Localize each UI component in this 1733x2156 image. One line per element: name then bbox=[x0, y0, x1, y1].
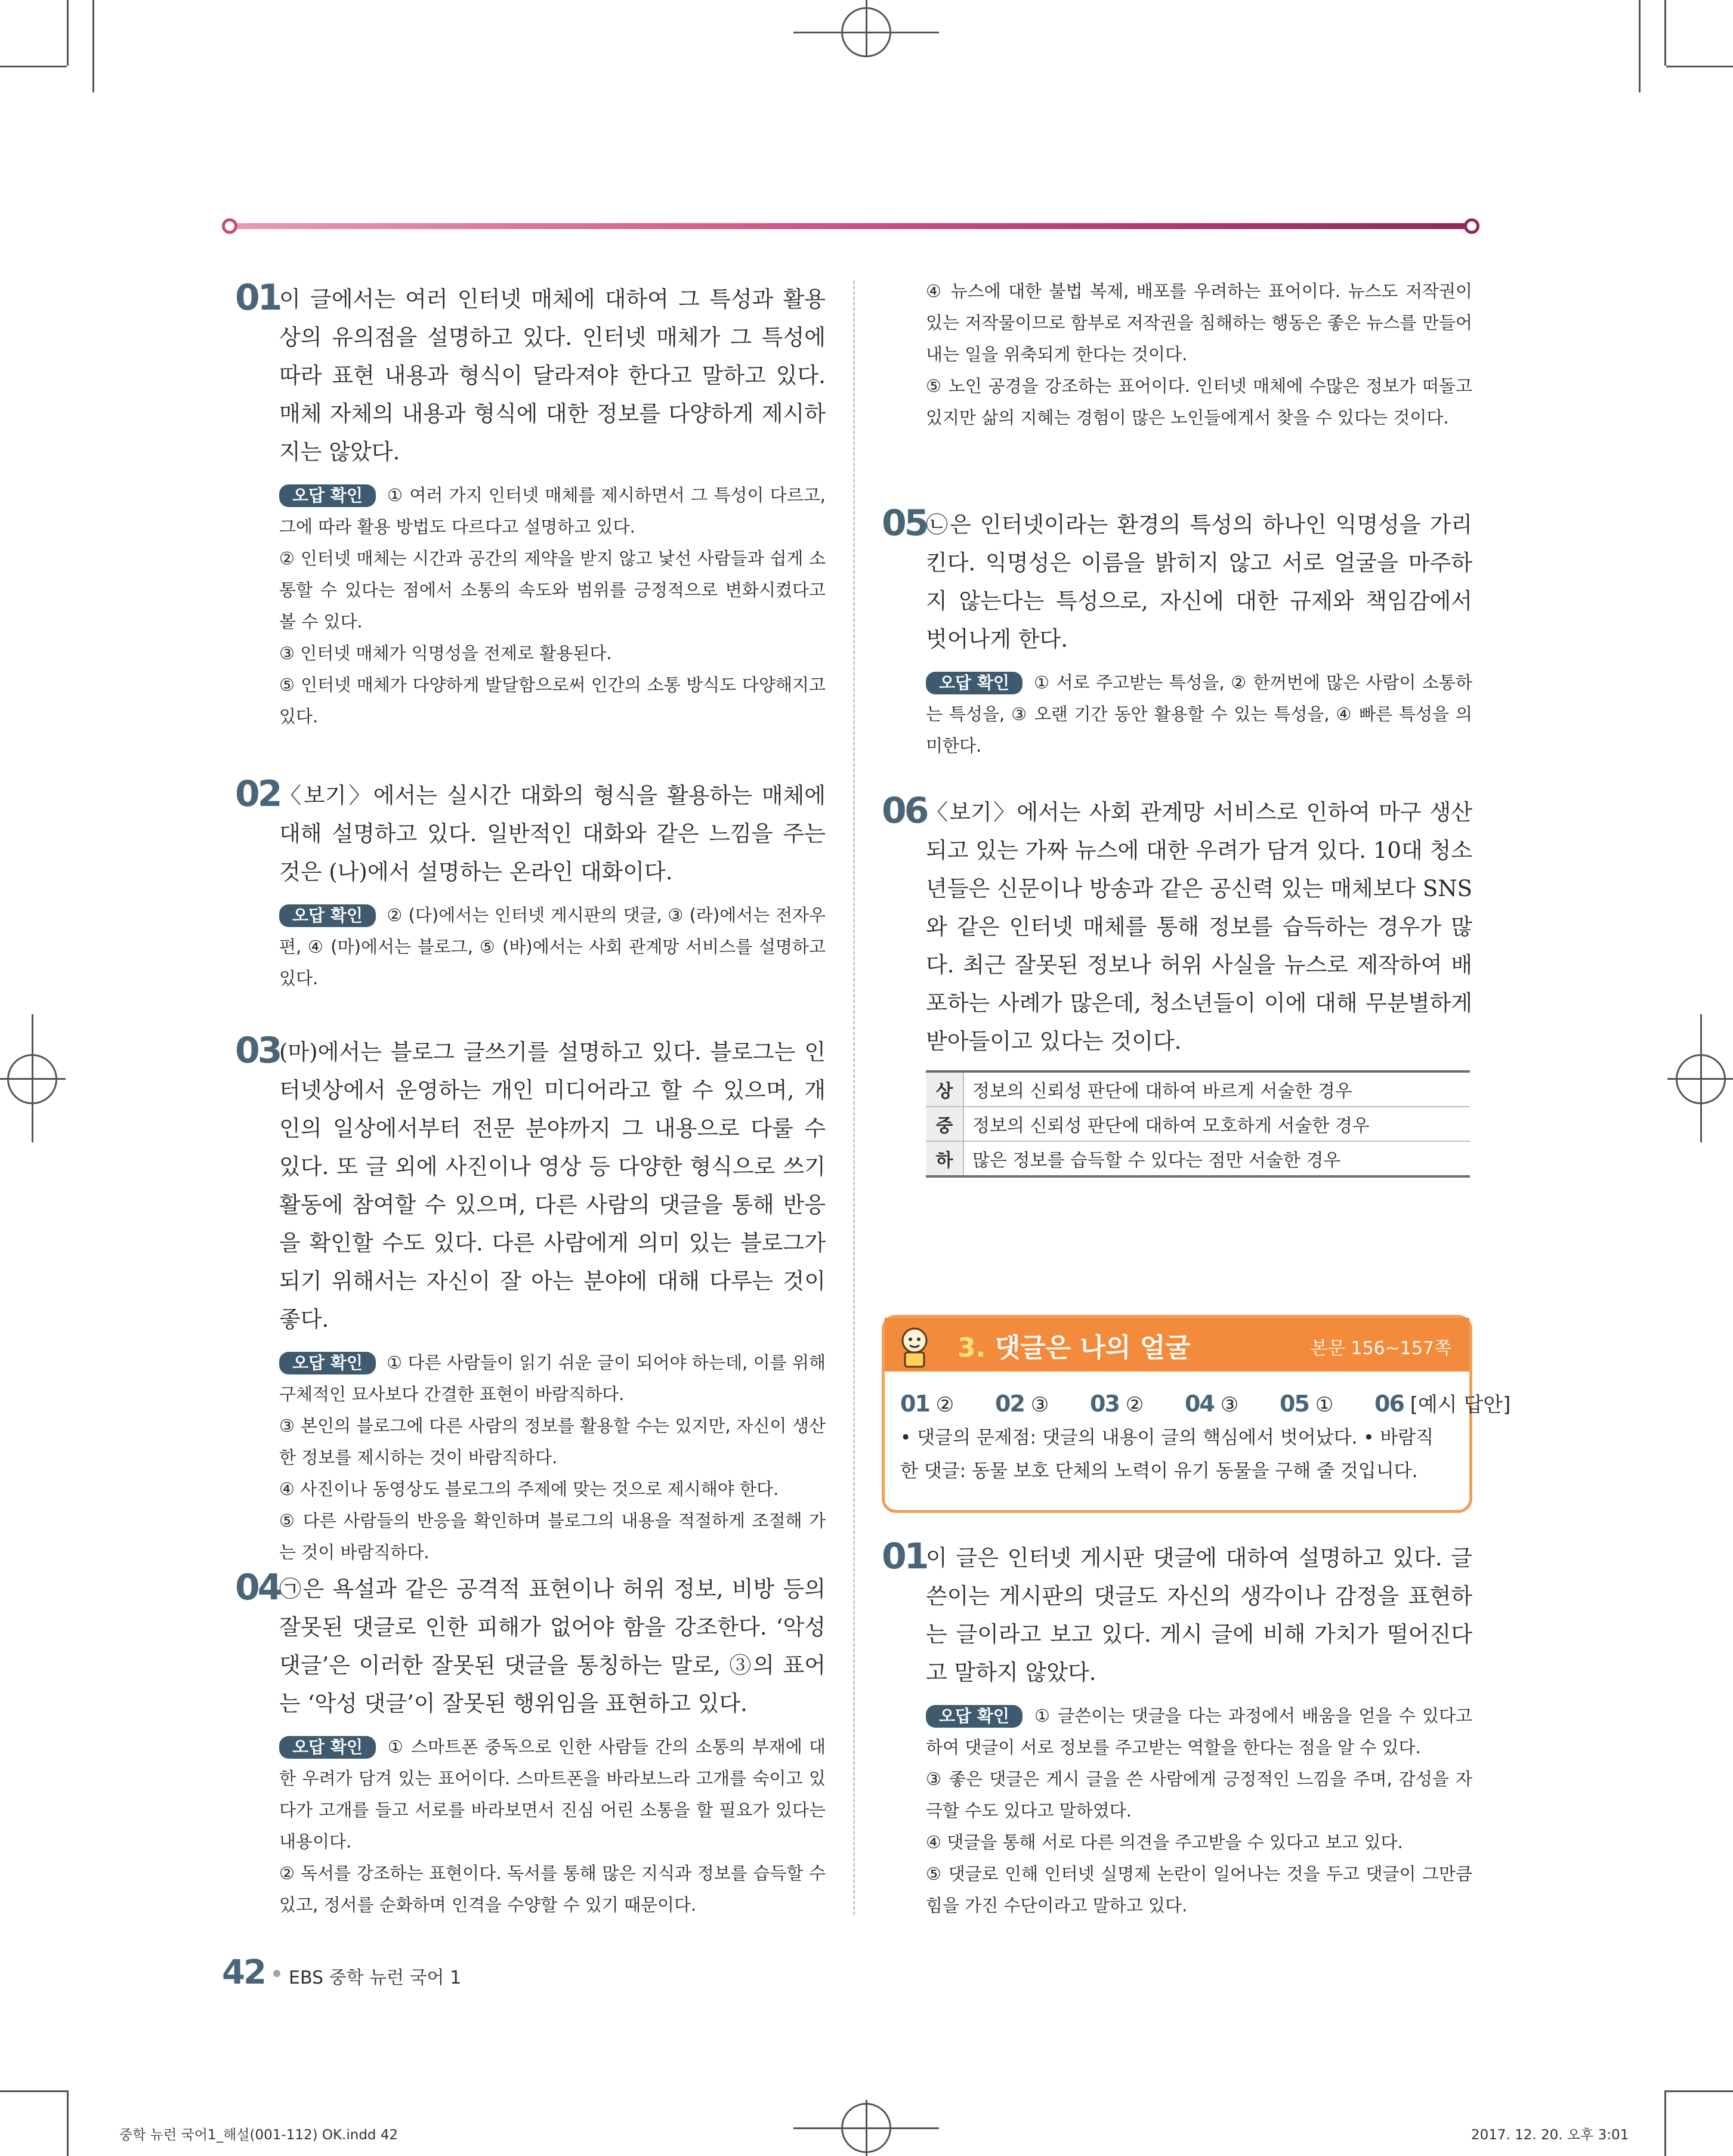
answer-key-row bbox=[900, 1388, 1511, 1417]
example-answer: • 댓글의 문제점: 댓글의 내용이 글의 핵심에서 벗어났다. • 바람직 한 댓글: 동물 보호 단체의 노력이 유기 동물을 구해 줄 것입니다. bbox=[900, 1427, 1434, 1482]
wrong-answer-tag: 오답 확인 bbox=[279, 1736, 376, 1759]
wrong-answer-tag: 오답 확인 bbox=[926, 1705, 1022, 1728]
wrong-answer-notes: 오답 확인 ① 서로 주고받는 특성을, ② 한꺼번에 많은 사람이 소통하는 특성을, ③ 오랜 기간 동안 활용할 수 있는 특성을, ④ 빠른 특성을 의미한다. bbox=[926, 672, 1472, 756]
page-number: 42 bbox=[222, 1953, 265, 1992]
answer-item: 04 ③ bbox=[1185, 1391, 1239, 1417]
question-explanation: 〈보기〉에서는 사회 관계망 서비스로 인하여 마구 생산되고 있는 가짜 뉴스에 대한 우려가 담겨 있다. 10대 청소년들은 신문이나 방송과 같은 공신력 있는 매체보다 SNS와 같은 인터넷 매체를 통해 정보를 습득하는 경우가 많다. 최근 잘못된 정보나 허위 사실을 뉴스로 제작하여 배포하는 사례가 많은데, 청소년들이 이에 대해 무분별하게 받아들이고 있다는 것이다. bbox=[926, 799, 1472, 1054]
question-04 bbox=[235, 1567, 826, 1921]
question-number: 06 bbox=[882, 790, 927, 832]
chapter-header bbox=[885, 1318, 1469, 1372]
table-row: 상 정보의 신뢰성 판단에 대하여 바르게 서술한 경우 bbox=[926, 1071, 1470, 1107]
chapter-answer-box bbox=[882, 1315, 1511, 1513]
question-number: 01 bbox=[235, 277, 280, 319]
wrong-answer-tag: 오답 확인 bbox=[279, 904, 376, 927]
question-03 bbox=[235, 1030, 826, 1568]
chapter-page-reference: 본문 156~157쪽 bbox=[1310, 1338, 1451, 1359]
question-explanation: 〈보기〉에서는 실시간 대화의 형식을 활용하는 매체에 대해 설명하고 있다. 일반적인 대화와 같은 느낌을 주는 것은 (나)에서 설명하는 온라인 대화이다. bbox=[279, 783, 826, 885]
wrong-answer-notes: 오답 확인 ① 다른 사람들이 읽기 쉬운 글이 되어야 하는데, 이를 위해 구체적인 묘사보다 간결한 표현이 바람직하다. ③ 본인의 블로그에 다른 사람의 정보를 활용할 수는 있지만, 자신이 생산한 정보를 제시하는 것이 바람직하다. ④ 사진이나 동영상도 블로그의 주제에 맞는 것으로 제시해야 한다. ⑤ 다른 사람들의 반응을 확인하며 블로그의 내용을 적절하게 조절해 가는 것이 바람직하다. bbox=[279, 1352, 826, 1562]
wrong-answer-notes: 오답 확인 ① 스마트폰 중독으로 인한 사람들 간의 소통의 부재에 대한 우려가 담겨 있는 표어이다. 스마트폰을 바라보느라 고개를 숙이고 있다가 고개를 들고 서로를 바라보면서 진심 어린 소통을 할 필요가 있다는 내용이다. ② 독서를 강조하는 표현이다. 독서를 통해 많은 지식과 정보를 습득할 수 있고, 정서를 순화하며 인격을 수양할 수 있기 때문이다. bbox=[279, 1737, 826, 1915]
chapter3-question-01 bbox=[882, 1536, 1472, 1922]
print-slug-date: 2017. 12. 20. 오후 3:01 bbox=[1471, 2127, 1629, 2143]
answer-item: 06 [예시 답안] bbox=[1374, 1391, 1511, 1417]
answer-item: 03 ② bbox=[1090, 1391, 1144, 1417]
right-column bbox=[882, 276, 1472, 1171]
column-divider bbox=[853, 280, 855, 1915]
question-06 bbox=[882, 790, 1472, 1178]
question-explanation: ㉠은 욕설과 같은 공격적 표현이나 허위 정보, 비방 등의 잘못된 댓글로 인한 피해가 없어야 함을 강조한다. ‘악성 댓글’은 이러한 잘못된 댓글을 통칭하는 말로, ③의 표어는 ‘악성 댓글’이 잘못된 행위임을 표현하고 있다. bbox=[279, 1576, 826, 1716]
book-title: EBS 중학 뉴런 국어 1 bbox=[289, 1967, 462, 1988]
print-slug-file: 중학 뉴런 국어1_해설(001-112) OK.indd 42 bbox=[119, 2127, 399, 2143]
answer-item: 02 ③ bbox=[995, 1391, 1049, 1417]
reading-character-icon bbox=[889, 1323, 940, 1373]
wrong-answer-tag: 오답 확인 bbox=[279, 484, 376, 507]
wrong-answer-notes: 오답 확인 ② (다)에서는 인터넷 게시판의 댓글, ③ (라)에서는 전자우편, ④ (마)에서는 블로그, ⑤ (바)에서는 사회 관계망 서비스를 설명하고 있다. bbox=[279, 905, 826, 989]
wrong-answer-notes: 오답 확인 ① 글쓴이는 댓글을 다는 과정에서 배움을 얻을 수 있다고 하여 댓글이 서로 정보를 주고받는 역할을 한다는 점을 알 수 있다. ③ 좋은 댓글은 게시 글을 쓴 사람에게 긍정적인 느낌을 주며, 감성을 자극할 수도 있다고 말하였다. ④ 댓글을 통해 서로 다른 의견을 주고받을 수 있다고 보고 있다. ⑤ 댓글로 인해 인터넷 실명제 논란이 일어나는 것을 두고 댓글이 그만큼 힘을 가진 수단이라고 말하고 있다. bbox=[926, 1706, 1472, 1916]
header-decoration-bar bbox=[222, 218, 1479, 234]
answer-item: 01 ② bbox=[900, 1391, 954, 1417]
question-number: 04 bbox=[235, 1567, 280, 1608]
chapter-title: 3. 댓글은 나의 얼굴 bbox=[957, 1333, 1191, 1363]
question-01 bbox=[235, 277, 826, 733]
question-04-continued: ④ 뉴스에 대한 불법 복제, 배포를 우려하는 표어이다. 뉴스도 저작권이 있는 저작물이므로 함부로 저작권을 침해하는 행동은 좋은 뉴스를 만들어 내는 일을 위축되게 한다는 것이다. ⑤ 노인 공경을 강조하는 표어이다. 인터넷 매체에 수많은 정보가 떠돌고 있지만 삶의 지혜는 경험이 많은 노인들에게서 찾을 수 있다는 것이다. bbox=[926, 281, 1472, 428]
wrong-answer-tag: 오답 확인 bbox=[279, 1352, 376, 1374]
question-number: 02 bbox=[235, 773, 280, 815]
question-02 bbox=[235, 773, 826, 994]
table-row: 중 정보의 신뢰성 판단에 대하여 모호하게 서술한 경우 bbox=[926, 1107, 1470, 1141]
question-05 bbox=[882, 502, 1472, 762]
question-explanation: ㉡은 인터넷이라는 환경의 특성의 하나인 익명성을 가리킨다. 익명성은 이름을 밝히지 않고 서로 얼굴을 마주하지 않는다는 특성으로, 자신에 대한 규제와 책임감에서 벗어나게 한다. bbox=[926, 512, 1472, 652]
question-number: 05 bbox=[882, 502, 927, 544]
question-number: 01 bbox=[882, 1536, 927, 1577]
answer-item: 05 ① bbox=[1280, 1391, 1334, 1417]
wrong-answer-tag: 오답 확인 bbox=[926, 672, 1022, 694]
question-number: 03 bbox=[235, 1030, 280, 1071]
table-row: 하 많은 정보를 습득할 수 있다는 점만 서술한 경우 bbox=[926, 1141, 1470, 1176]
wrong-answer-notes: 오답 확인 ① 여러 가지 인터넷 매체를 제시하면서 그 특성이 다르고, 그에 따라 활용 방법도 다르다고 설명하고 있다. ② 인터넷 매체는 시간과 공간의 제약을 받지 않고 낯선 사람들과 쉽게 소통할 수 있다는 점에서 소통의 속도와 범위를 긍정적으로 변화시켰다고 볼 수 있다. ③ 인터넷 매체가 익명성을 전제로 활용된다. ⑤ 인터넷 매체가 다양하게 발달함으로써 인간의 소통 방식도 다양해지고 있다. bbox=[279, 485, 826, 727]
question-explanation: 이 글에서는 여러 인터넷 매체에 대하여 그 특성과 활용상의 유의점을 설명하고 있다. 인터넷 매체가 그 특성에 따라 표현 내용과 형식이 달라져야 한다고 말하고 있다. 매체 자체의 내용과 형식에 대한 정보를 다양하게 제시하지는 않았다. bbox=[279, 286, 826, 465]
question-explanation: (마)에서는 블로그 글쓰기를 설명하고 있다. 블로그는 인터넷상에서 운영하는 개인 미디어라고 할 수 있으며, 개인의 일상에서부터 전문 분야까지 그 내용으로 다룰 수 있다. 또 글 외에 사진이나 영상 등 다양한 형식으로 쓰기 활동에 참여할 수 있으며, 다른 사람의 댓글을 통해 반응을 확인할 수도 있다. 다른 사람에게 의미 있는 블로그가 되기 위해서는 자신이 잘 아는 분야에 대해 다루는 것이 좋다. bbox=[279, 1039, 826, 1332]
scoring-rubric-table bbox=[926, 1070, 1470, 1178]
footer-bullet bbox=[273, 1970, 280, 1977]
question-explanation: 이 글은 인터넷 게시판 댓글에 대하여 설명하고 있다. 글쓴이는 게시판의 댓글도 자신의 생각이나 감정을 표현하는 글이라고 보고 있다. 게시 글에 비해 가치가 떨어진다고 말하지 않았다. bbox=[926, 1545, 1472, 1685]
